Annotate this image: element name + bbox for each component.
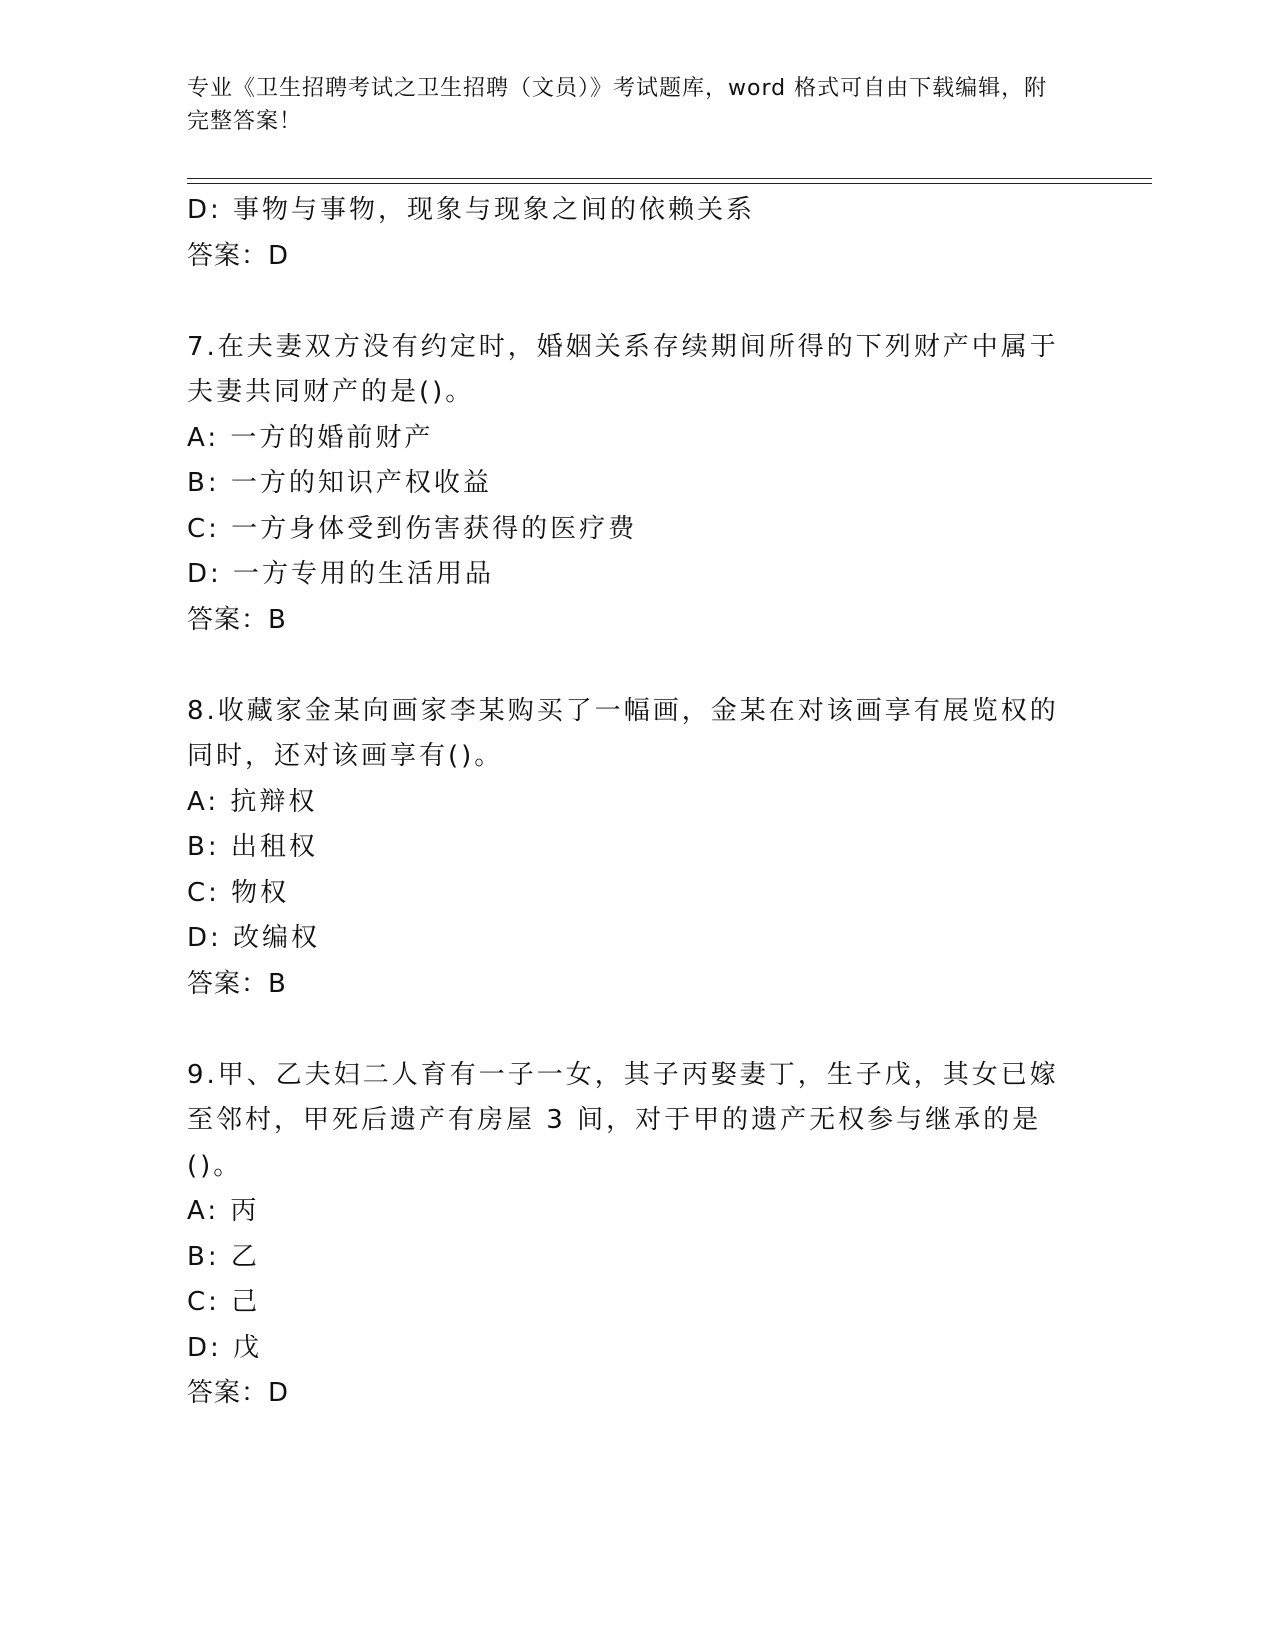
answer: 答案：B: [187, 968, 287, 999]
question-8: [187, 689, 1067, 1008]
spacer: [187, 643, 1067, 689]
spacer: [187, 279, 1067, 325]
question-stem: 9.甲、乙夫妇二人育有一子一女，其子丙娶妻丁，生子戊，其女已嫁至邻村，甲死后遗产有房屋 3 间，对于甲的遗产无权参与继承的是()。: [187, 1059, 1059, 1181]
option-d: D: 改编权: [187, 923, 321, 953]
option-a: A: 丙: [187, 1196, 260, 1226]
header-divider-top: [187, 178, 1152, 179]
option-c: C: 己: [187, 1287, 261, 1317]
question-stem: 8.收藏家金某向画家李某购买了一幅画，金某在对该画享有展览权的同时，还对该画享有()。: [187, 695, 1059, 771]
option-b: B: 出租权: [187, 832, 318, 862]
document-header: 专业《卫生招聘考试之卫生招聘（文员）》考试题库，word 格式可自由下载编辑，附完整答案！: [187, 76, 1048, 134]
prev-question-answer: 答案：D: [187, 240, 290, 271]
option-d: D: 戊: [187, 1332, 263, 1363]
option-b: B: 一方的知识产权收益: [187, 468, 492, 498]
answer: 答案：D: [187, 1378, 290, 1408]
question-stem: 7.在夫妻双方没有约定时，婚姻关系存续期间所得的下列财产中属于夫妻共同财产的是()。: [187, 331, 1059, 407]
option-c: C: 物权: [187, 877, 290, 908]
spacer: [187, 1007, 1067, 1053]
option-d: D: 一方专用的生活用品: [187, 559, 495, 589]
header-divider-bottom: [187, 183, 1152, 184]
option-c: C: 一方身体受到伤害获得的医疗费: [187, 513, 638, 544]
prev-question-option-d: D: 事物与事物，现象与现象之间的依赖关系: [187, 195, 756, 225]
question-7: [187, 325, 1067, 644]
question-list: [187, 188, 1067, 1417]
option-a: A: 一方的婚前财产: [187, 422, 434, 453]
option-b: B: 乙: [187, 1241, 260, 1272]
answer: 答案：B: [187, 604, 287, 635]
option-a: A: 抗辩权: [187, 786, 318, 817]
question-9: [187, 1053, 1067, 1417]
